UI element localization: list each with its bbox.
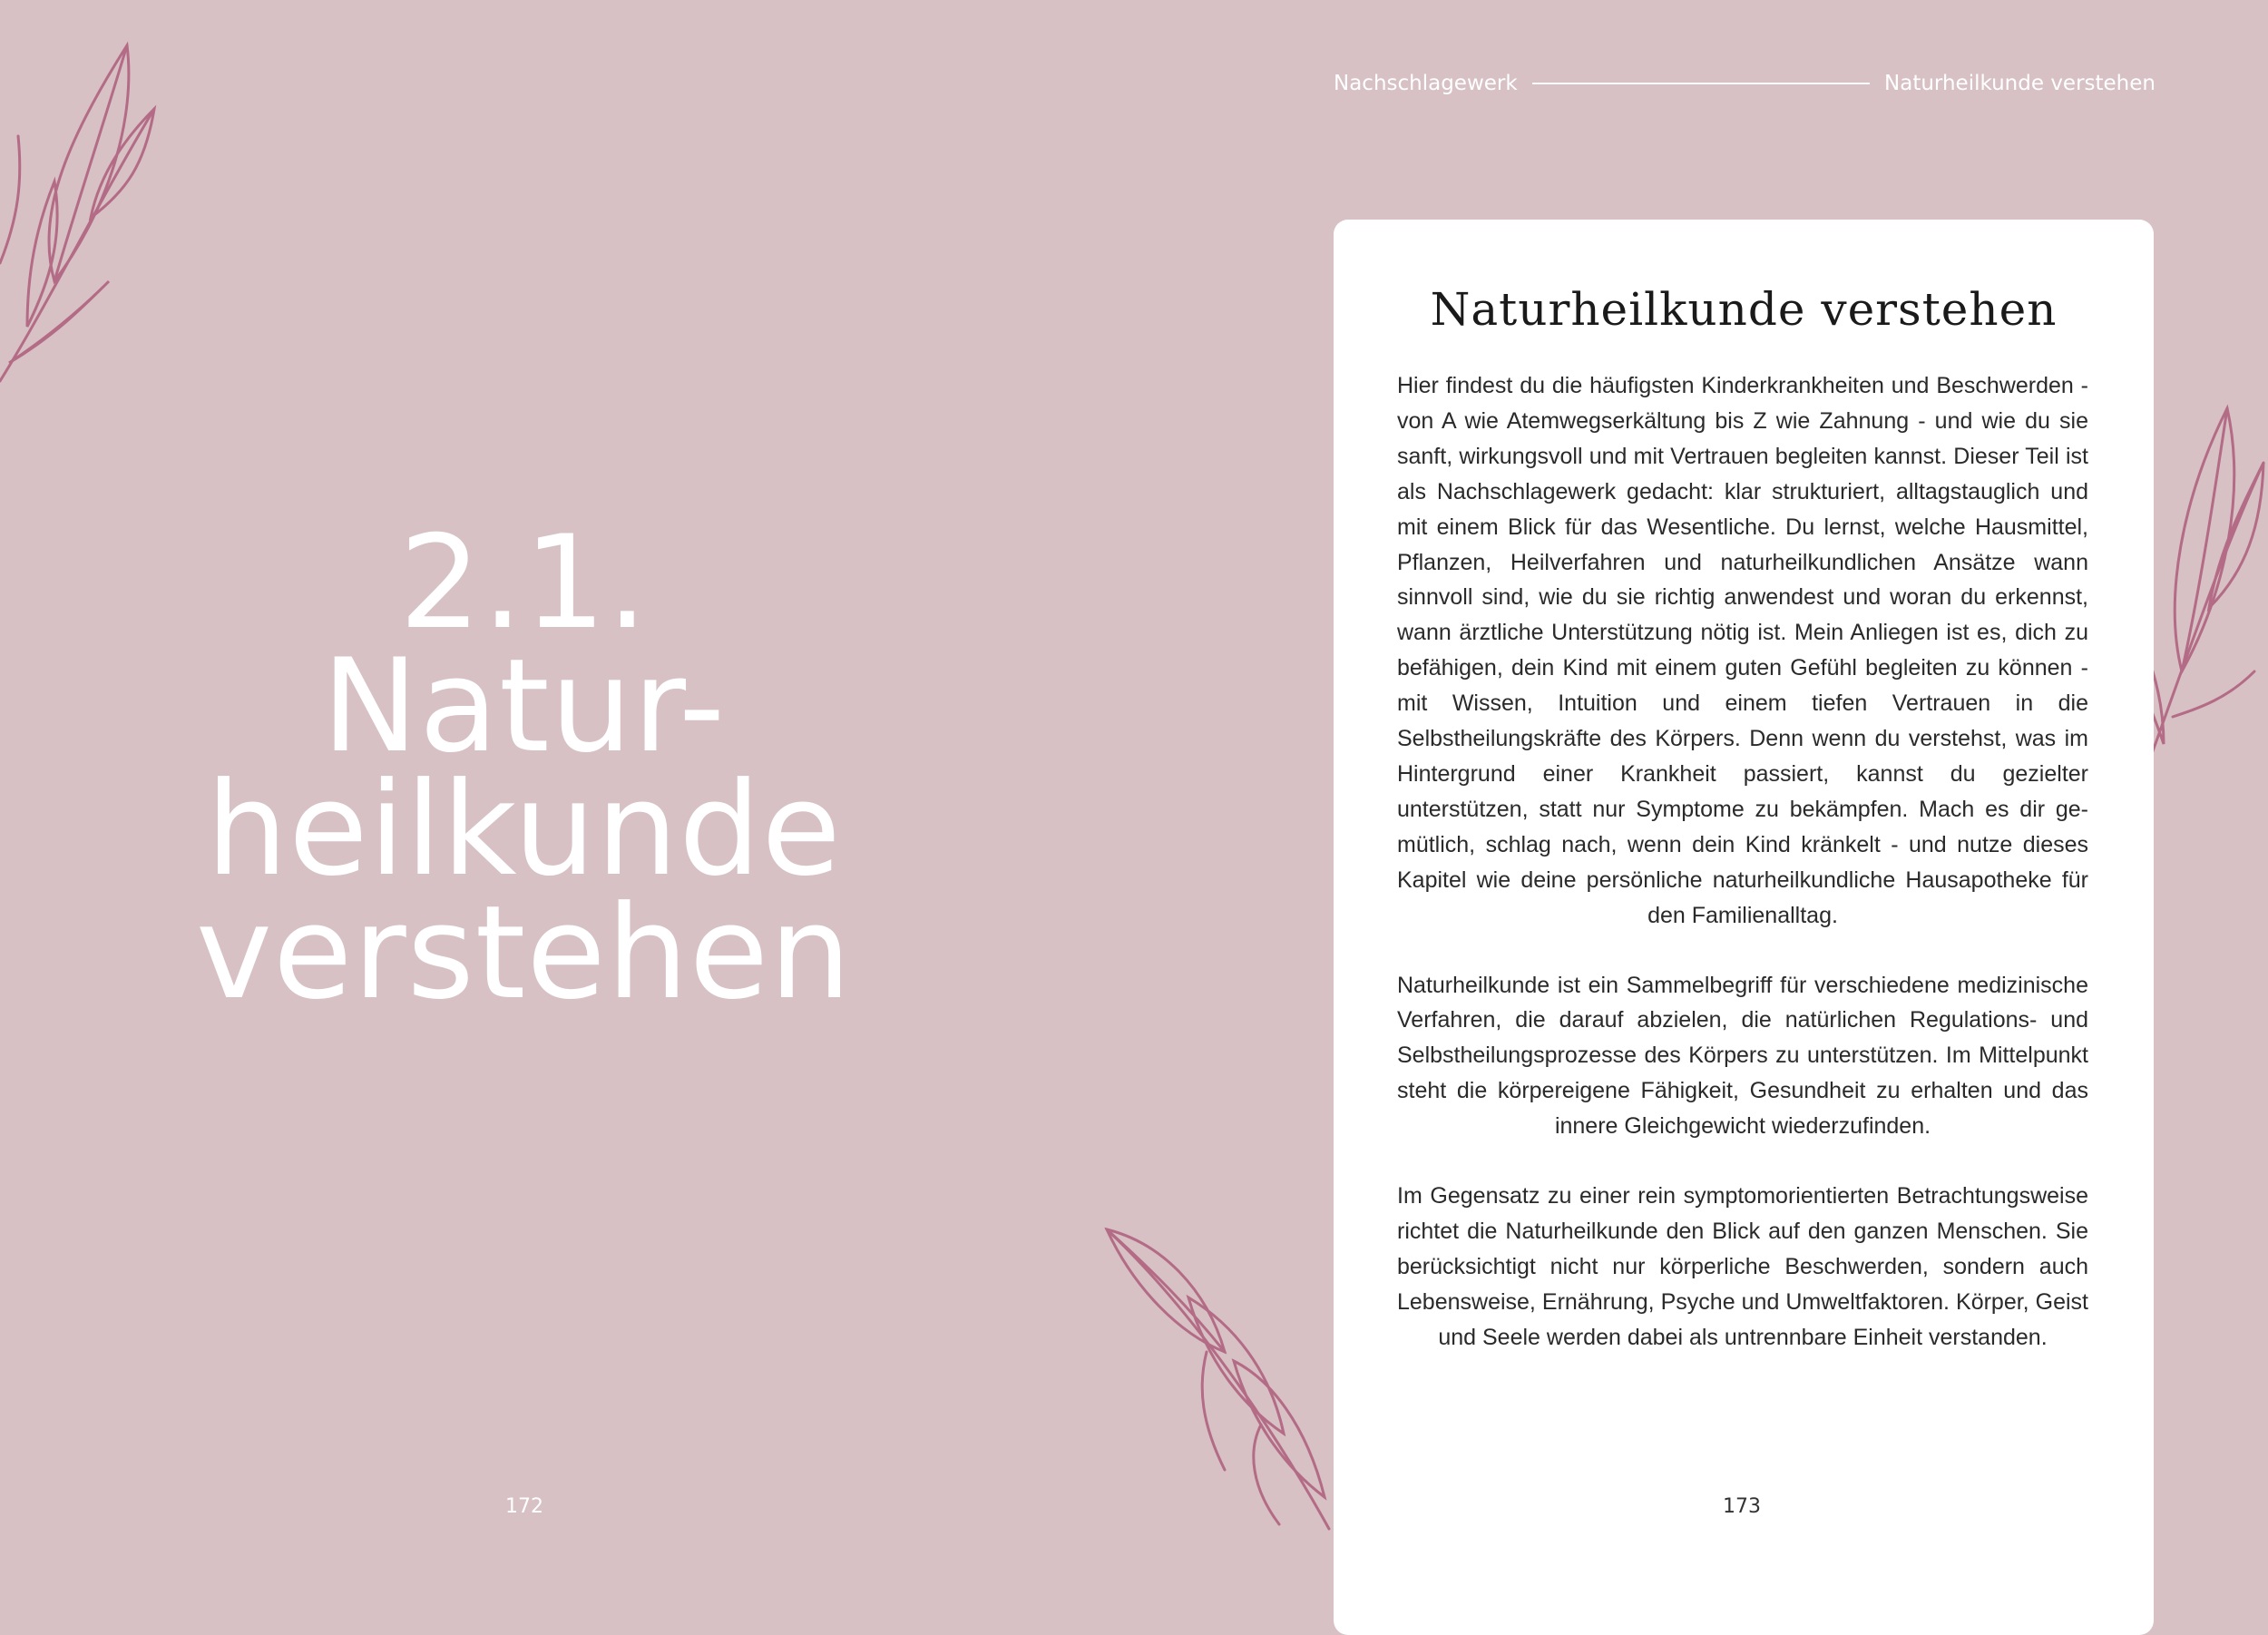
body-paragraph: Naturheilkunde ist ein Sammelbegriff für verschiedene medizinische Verfahren, die darauf abzielen, die natürlichen Regulations- und Selbstheilungsprozesse des Körpers zu unterstützen. Im Mittelpunkt steht die körpereigene Fähigkeit, Gesundheit zu erhalten und das innere Gleichgewicht wiederzufinden. <box>1397 972 2088 1140</box>
content-card <box>1334 220 2154 1635</box>
header-divider <box>1532 83 1870 84</box>
page-number-left: 172 <box>505 1495 543 1518</box>
header-chapter-label: Naturheilkunde verstehen <box>1884 72 2156 95</box>
card-title: Naturheilkunde verstehen <box>1430 283 2058 336</box>
chapter-heading <box>154 508 894 1028</box>
chapter-title-line: verstehen <box>195 878 853 1028</box>
leaf-branch-icon <box>1098 1225 1335 1533</box>
leaf-branch-icon <box>0 36 163 390</box>
header-section-label: Nachschlagewerk <box>1334 72 1518 95</box>
chapter-title-line: Natur- <box>321 631 727 781</box>
chapter-number: 2.1. <box>399 508 649 658</box>
running-header <box>1334 65 2156 102</box>
body-paragraph: Im Gegensatz zu einer rein symptomorientierten Betrachtungsweise richtet die Naturheilkunde den Blick auf den ganzen Menschen. Sie berücksichtigt nicht nur körperliche Beschwerden, sondern auch Lebensweise, Ernährung, Psyche und Umweltfaktoren. Körper, Geist und Seele werden dabei als untrennbare Einheit verstanden. <box>1397 1183 2088 1350</box>
page-number-right: 173 <box>1723 1495 1761 1518</box>
body-paragraph: Hier findest du die häufigsten Kinderkrankheiten und Beschwerden - von A wie Atemwegserkältung bis Z wie Zahnung - und wie du sie sanft, wirkungsvoll und mit Vertrauen begleiten kannst. Dieser Teil ist als Nachschlagewerk gedacht: klar strukturiert, alltagstauglich und mit einem Blick für das Wesentliche. Du lernst, welche Hausmittel, Pflanzen, Heilverfahren und naturheilkundlichen Ansätze wann sinnvoll sind, wie du sie richtig anwendest und woran du erkennst, wann ärztliche Unterstützung nötig ist. Mein Anliegen ist es, dich zu befähigen, dein Kind mit einem guten Gefühl begleiten zu können - mit Wissen, Intuition und einem tiefen Vertrauen in die Selbstheilungskräfte des Körpers. Denn wenn du verstehst, was im Hintergrund einer Krankheit passiert, kannst du gezielter unterstützen, statt nur Symptome zu bekämpfen. Mach es dir gemütlich, schlag nach, wenn dein Kind kränkelt - und nutze dieses Kapitel wie deine persönliche naturheilkundliche Hausapotheke für den Familienalltag. <box>1397 373 2088 928</box>
card-body <box>1397 368 2088 1390</box>
chapter-title-line: heilkunde <box>206 755 842 905</box>
